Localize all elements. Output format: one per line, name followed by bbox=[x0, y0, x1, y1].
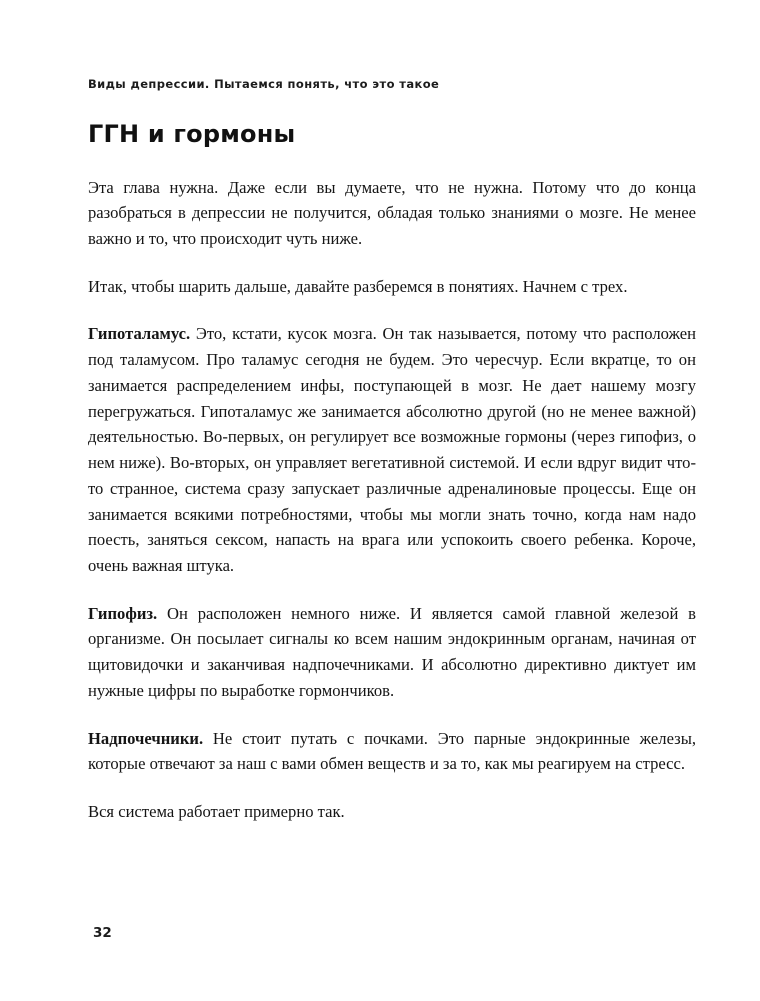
term-lead-adrenals: Надпочечники. bbox=[88, 728, 204, 748]
term-lead-hypophysis: Гипофиз. bbox=[88, 603, 158, 623]
paragraph-summary bbox=[88, 799, 696, 825]
paragraph-text: Вся система работает примерно так. bbox=[88, 801, 345, 821]
paragraph-adrenals bbox=[88, 726, 696, 777]
running-head: Виды депрессии. Пытаемся понять, что это такое bbox=[88, 77, 440, 91]
term-lead-hypothalamus: Гипоталамус. bbox=[88, 324, 191, 344]
paragraph-text: Это, кстати, кусок мозга. Он так называется, потому что расположен под таламусом. Про таламус сегодня не будем. Это чересчур. Если вкратце, то он занимается распределением инфы, поступающей в мозг. Не дает нашему мозгу перегружаться. Гипоталамус же занимается абсолютно другой (но не менее важной) деятельностью. Во-первых, он регулирует все возможные гормоны (через гипофиз, о нем ниже). Во-вторых, он управляет вегетативной системой. И если вдруг видит что-то странное, система сразу запускает различные адреналиновые процессы. Еще он занимается всякими потребностями, чтобы мы могли знать точно, когда нам надо поесть, заняться сексом, напасть на врага или успокоить своего ребенка. Короче, очень важная штука. bbox=[88, 324, 696, 575]
paragraph-text: Итак, чтобы шарить дальше, давайте разберемся в понятиях. Начнем с трех. bbox=[88, 276, 628, 296]
paragraph-text: Эта глава нужна. Даже если вы думаете, что не нужна. Потому что до конца разобраться в депрессии не получится, обладая только знаниями о мозге. Не менее важно и то, что происходит чуть ниже. bbox=[88, 177, 696, 249]
paragraph-terms bbox=[88, 274, 696, 300]
paragraph-hypothalamus bbox=[88, 321, 696, 578]
page-number: 32 bbox=[93, 925, 112, 941]
paragraph-text: Не стоит путать с почками. Это парные эндокринные железы, которые отвечают за наш с вами обмен веществ и за то, как мы реагируем на стресс. bbox=[88, 728, 696, 774]
paragraph-intro bbox=[88, 175, 696, 252]
chapter-title: ГГН и гормоны bbox=[88, 119, 296, 148]
page-content bbox=[88, 0, 696, 841]
paragraph-text: Он расположен немного ниже. И является самой главной железой в организме. Он посылает сигналы ко всем нашим эндокринным органам, начиная от щитовидочки и заканчивая надпочечниками. И абсолютно директивно диктует им нужные цифры по выработке гормончиков. bbox=[88, 603, 696, 700]
paragraph-hypophysis bbox=[88, 601, 696, 704]
